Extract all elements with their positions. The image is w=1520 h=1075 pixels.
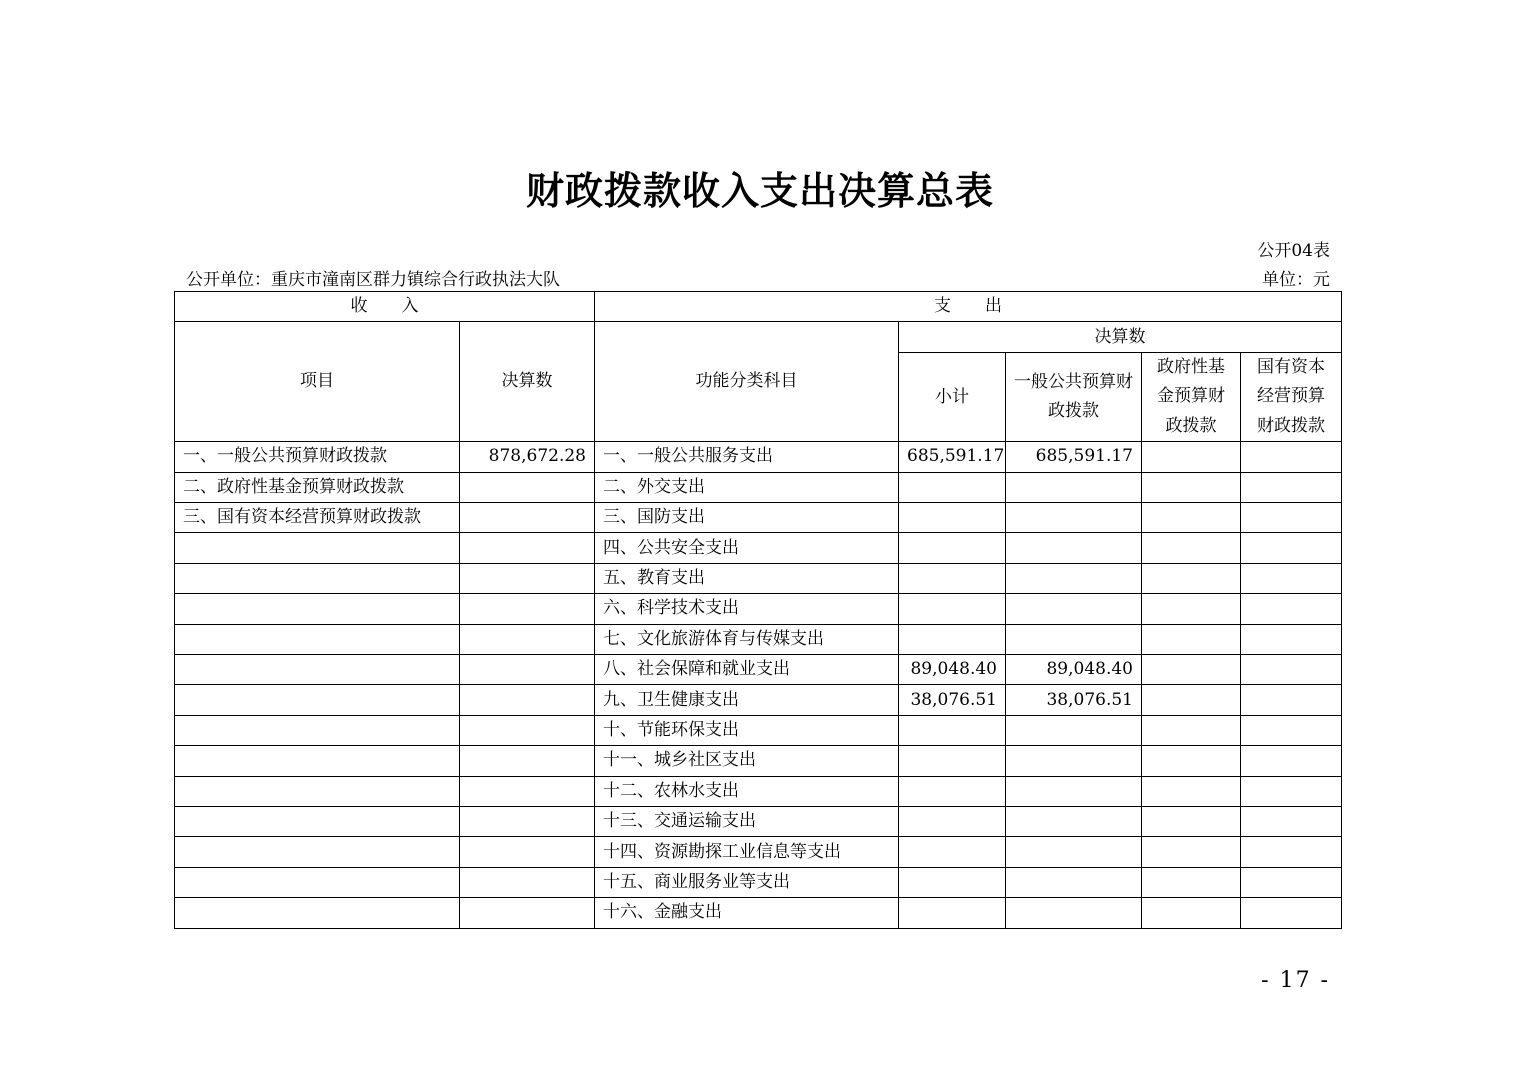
- subtotal-cell: [899, 563, 1006, 593]
- subtotal-cell: [899, 472, 1006, 502]
- income-amount-cell: [460, 685, 595, 715]
- table-row: [175, 563, 1342, 593]
- budget-summary-table: [174, 291, 1342, 929]
- state-capital-cell: [1241, 624, 1342, 654]
- gov-fund-cell: [1142, 685, 1241, 715]
- gov-fund-cell: [1142, 746, 1241, 776]
- expense-item-cell: 四、公共安全支出: [595, 533, 899, 563]
- subtotal-header: 小计: [899, 352, 1006, 442]
- income-amount-cell: [460, 594, 595, 624]
- header-row-mid: [175, 322, 1342, 352]
- final-amount-header: 决算数: [899, 322, 1342, 352]
- general-budget-cell: [1006, 837, 1142, 867]
- state-capital-cell: [1241, 472, 1342, 502]
- general-budget-cell: [1006, 472, 1142, 502]
- table-row: [175, 594, 1342, 624]
- subtotal-cell: [899, 503, 1006, 533]
- header-row-top: [175, 292, 1342, 322]
- income-amount-cell: [460, 776, 595, 806]
- income-amount-cell: [460, 806, 595, 836]
- income-amount-header: 决算数: [460, 322, 595, 442]
- table-row: [175, 685, 1342, 715]
- function-class-header: 功能分类科目: [595, 322, 899, 442]
- income-item-cell: [175, 776, 460, 806]
- general-budget-cell: [1006, 503, 1142, 533]
- income-item-cell: [175, 685, 460, 715]
- income-item-cell: [175, 624, 460, 654]
- income-amount-cell: [460, 715, 595, 745]
- income-amount-cell: [460, 563, 595, 593]
- page-title: 财政拨款收入支出决算总表: [525, 168, 994, 213]
- income-item-cell: [175, 746, 460, 776]
- income-item-cell: 三、国有资本经营预算财政拨款: [175, 503, 460, 533]
- form-number: 公开04表: [1257, 241, 1330, 261]
- general-budget-cell: [1006, 806, 1142, 836]
- income-item-cell: [175, 806, 460, 836]
- state-capital-cell: [1241, 746, 1342, 776]
- expense-item-cell: 十五、商业服务业等支出: [595, 867, 899, 897]
- state-capital-cell: [1241, 563, 1342, 593]
- subtotal-cell: [899, 594, 1006, 624]
- gov-fund-cell: [1142, 898, 1241, 928]
- general-budget-header: 一般公共预算财政拨款: [1006, 352, 1142, 442]
- subtotal-cell: [899, 837, 1006, 867]
- table-row: [175, 776, 1342, 806]
- state-capital-cell: [1241, 594, 1342, 624]
- general-budget-cell: 38,076.51: [1006, 685, 1142, 715]
- table-row: [175, 837, 1342, 867]
- currency-unit: 单位：元: [1262, 270, 1330, 290]
- income-amount-cell: [460, 898, 595, 928]
- expense-item-cell: 十四、资源勘探工业信息等支出: [595, 837, 899, 867]
- state-capital-cell: [1241, 776, 1342, 806]
- expense-item-cell: 十、节能环保支出: [595, 715, 899, 745]
- expense-item-cell: 十六、金融支出: [595, 898, 899, 928]
- subtotal-cell: 685,591.17: [899, 442, 1006, 472]
- expense-item-cell: 六、科学技术支出: [595, 594, 899, 624]
- table-row: [175, 746, 1342, 776]
- general-budget-cell: [1006, 533, 1142, 563]
- gov-fund-cell: [1142, 776, 1241, 806]
- income-header: 收 入: [175, 292, 595, 322]
- general-budget-cell: [1006, 563, 1142, 593]
- subtotal-cell: [899, 624, 1006, 654]
- table-row: [175, 533, 1342, 563]
- income-amount-cell: [460, 472, 595, 502]
- general-budget-cell: [1006, 594, 1142, 624]
- table-row: [175, 624, 1342, 654]
- table-row: [175, 898, 1342, 928]
- general-budget-cell: [1006, 867, 1142, 897]
- general-budget-cell: [1006, 746, 1142, 776]
- income-item-cell: [175, 533, 460, 563]
- gov-fund-cell: [1142, 624, 1241, 654]
- gov-fund-cell: [1142, 806, 1241, 836]
- table-row: [175, 655, 1342, 685]
- table-row: [175, 715, 1342, 745]
- subtotal-cell: [899, 867, 1006, 897]
- income-amount-cell: 878,672.28: [460, 442, 595, 472]
- income-item-cell: 一、一般公共预算财政拨款: [175, 442, 460, 472]
- income-amount-cell: [460, 867, 595, 897]
- subtotal-cell: [899, 776, 1006, 806]
- gov-fund-cell: [1142, 715, 1241, 745]
- income-amount-cell: [460, 624, 595, 654]
- income-item-cell: [175, 563, 460, 593]
- state-capital-header: 国有资本经营预算财政拨款: [1241, 352, 1342, 442]
- expense-item-cell: 九、卫生健康支出: [595, 685, 899, 715]
- income-amount-cell: [460, 837, 595, 867]
- gov-fund-cell: [1142, 442, 1241, 472]
- state-capital-cell: [1241, 503, 1342, 533]
- general-budget-cell: [1006, 715, 1142, 745]
- gov-fund-cell: [1142, 867, 1241, 897]
- item-header: 项目: [175, 322, 460, 442]
- income-amount-cell: [460, 533, 595, 563]
- state-capital-cell: [1241, 685, 1342, 715]
- expense-header: 支 出: [595, 292, 1342, 322]
- gov-fund-cell: [1142, 655, 1241, 685]
- table-row: [175, 442, 1342, 472]
- state-capital-cell: [1241, 837, 1342, 867]
- subtotal-cell: [899, 898, 1006, 928]
- subtotal-cell: [899, 715, 1006, 745]
- expense-item-cell: 一、一般公共服务支出: [595, 442, 899, 472]
- publishing-unit: 公开单位：重庆市潼南区群力镇综合行政执法大队: [186, 270, 560, 290]
- table-row: [175, 806, 1342, 836]
- expense-item-cell: 二、外交支出: [595, 472, 899, 502]
- general-budget-cell: [1006, 624, 1142, 654]
- expense-item-cell: 七、文化旅游体育与传媒支出: [595, 624, 899, 654]
- state-capital-cell: [1241, 715, 1342, 745]
- subtotal-cell: [899, 806, 1006, 836]
- state-capital-cell: [1241, 898, 1342, 928]
- expense-item-cell: 五、教育支出: [595, 563, 899, 593]
- state-capital-cell: [1241, 806, 1342, 836]
- state-capital-cell: [1241, 442, 1342, 472]
- expense-item-cell: 三、国防支出: [595, 503, 899, 533]
- page-number: - 17 -: [1261, 968, 1330, 993]
- subtotal-cell: [899, 533, 1006, 563]
- expense-item-cell: 十三、交通运输支出: [595, 806, 899, 836]
- state-capital-cell: [1241, 655, 1342, 685]
- expense-item-cell: 八、社会保障和就业支出: [595, 655, 899, 685]
- table-row: [175, 503, 1342, 533]
- income-amount-cell: [460, 655, 595, 685]
- general-budget-cell: 685,591.17: [1006, 442, 1142, 472]
- gov-fund-cell: [1142, 533, 1241, 563]
- income-item-cell: [175, 837, 460, 867]
- gov-fund-cell: [1142, 503, 1241, 533]
- income-item-cell: [175, 715, 460, 745]
- income-item-cell: 二、政府性基金预算财政拨款: [175, 472, 460, 502]
- table-row: [175, 472, 1342, 502]
- subtotal-cell: 38,076.51: [899, 685, 1006, 715]
- subtotal-cell: [899, 746, 1006, 776]
- general-budget-cell: 89,048.40: [1006, 655, 1142, 685]
- state-capital-cell: [1241, 867, 1342, 897]
- income-item-cell: [175, 655, 460, 685]
- income-item-cell: [175, 594, 460, 624]
- state-capital-cell: [1241, 533, 1342, 563]
- general-budget-cell: [1006, 776, 1142, 806]
- subtotal-cell: 89,048.40: [899, 655, 1006, 685]
- expense-item-cell: 十一、城乡社区支出: [595, 746, 899, 776]
- gov-fund-cell: [1142, 563, 1241, 593]
- gov-fund-cell: [1142, 472, 1241, 502]
- income-amount-cell: [460, 746, 595, 776]
- income-item-cell: [175, 867, 460, 897]
- gov-fund-cell: [1142, 594, 1241, 624]
- expense-item-cell: 十二、农林水支出: [595, 776, 899, 806]
- general-budget-cell: [1006, 898, 1142, 928]
- gov-fund-cell: [1142, 837, 1241, 867]
- table-row: [175, 867, 1342, 897]
- income-item-cell: [175, 898, 460, 928]
- gov-fund-header: 政府性基金预算财政拨款: [1142, 352, 1241, 442]
- income-amount-cell: [460, 503, 595, 533]
